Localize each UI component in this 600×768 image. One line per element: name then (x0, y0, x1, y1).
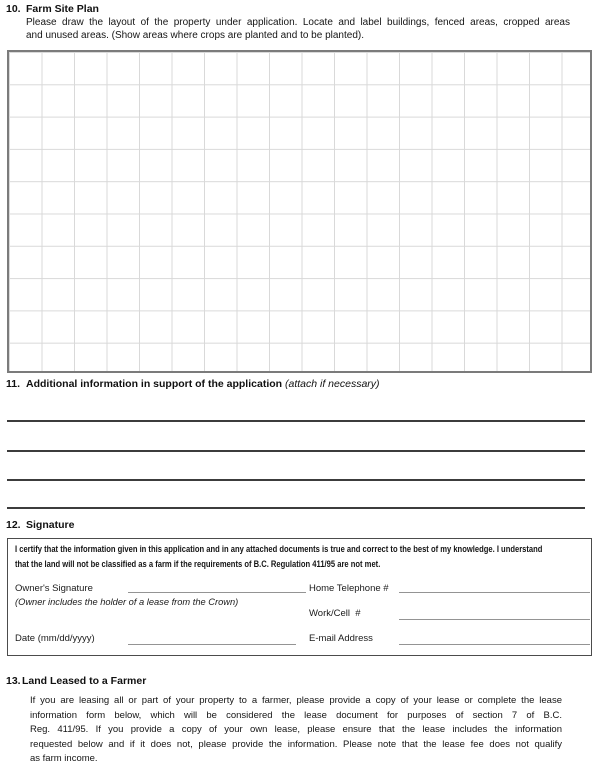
farm-site-plan-instructions (26, 16, 570, 42)
section-12-heading (6, 519, 74, 531)
section-11-heading (6, 378, 380, 390)
lease-paragraph-line: If you are leasing all or part of your property to a farmer, please provide a copy of your lease or complete the lease (30, 695, 562, 706)
work-cell-label: Work/Cell # (309, 608, 361, 619)
home-telephone-line[interactable] (399, 592, 590, 593)
date-line[interactable] (128, 644, 296, 645)
section-13-heading (6, 675, 146, 687)
section-10-number: 10. (6, 3, 21, 15)
lease-paragraph (30, 694, 562, 767)
instruction-line: Please draw the layout of the property under application. Locate and label buildings, fenced areas, cropped areas (26, 17, 570, 28)
certification-line: I certify that the information given in this application and in any attached documents is true and correct to the best of my knowledge. I understand (15, 544, 543, 555)
section-12-title: Signature (26, 519, 75, 531)
certification-statement (15, 542, 600, 572)
owner-signature-label: Owner's Signature (15, 583, 93, 594)
section-11-title: Additional information in support of the application (26, 378, 285, 390)
certification-line: that the land will not be classified as a farm if the requirements of B.C. Regulation 411/95 are not met. (15, 559, 381, 570)
lease-paragraph-line: as farm income. (30, 753, 98, 764)
signature-box (7, 538, 592, 656)
section-12-number: 12. (6, 519, 21, 531)
home-telephone-label: Home Telephone # (309, 583, 389, 594)
date-label: Date (mm/dd/yyyy) (15, 633, 95, 644)
lease-paragraph-line: requested below and if it does not, please provide the information. Please note that the lease fee does not qualify (30, 738, 562, 750)
email-line[interactable] (399, 644, 590, 645)
additional-info-line-2[interactable] (7, 450, 585, 452)
instruction-line: and unused areas. (Show areas where crops are planted and to be planted). (26, 30, 364, 41)
section-11-number: 11. (6, 378, 21, 390)
lease-paragraph-line: Reg. 411/95. If you provide a copy of your own lease, please ensure that the lease includes the information (30, 724, 562, 735)
farm-site-plan-grid[interactable] (7, 50, 592, 373)
section-13-number: 13. (6, 675, 21, 687)
section-11-title-note: (attach if necessary) (284, 378, 380, 390)
section-13-title: Land Leased to a Farmer (22, 675, 147, 687)
section-10-title: Farm Site Plan (26, 3, 99, 15)
email-label: E-mail Address (309, 633, 373, 644)
additional-info-line-4[interactable] (7, 507, 585, 509)
lease-paragraph-line: information form below, which will be considered the lease document for purposes of section 7 of B.C. (30, 709, 562, 721)
additional-info-line-3[interactable] (7, 479, 585, 481)
work-cell-line[interactable] (399, 619, 590, 620)
owner-note: (Owner includes the holder of a lease from the Crown) (15, 597, 239, 607)
owner-signature-line[interactable] (128, 592, 306, 593)
additional-info-line-1[interactable] (7, 420, 585, 422)
section-10-heading (6, 3, 99, 15)
